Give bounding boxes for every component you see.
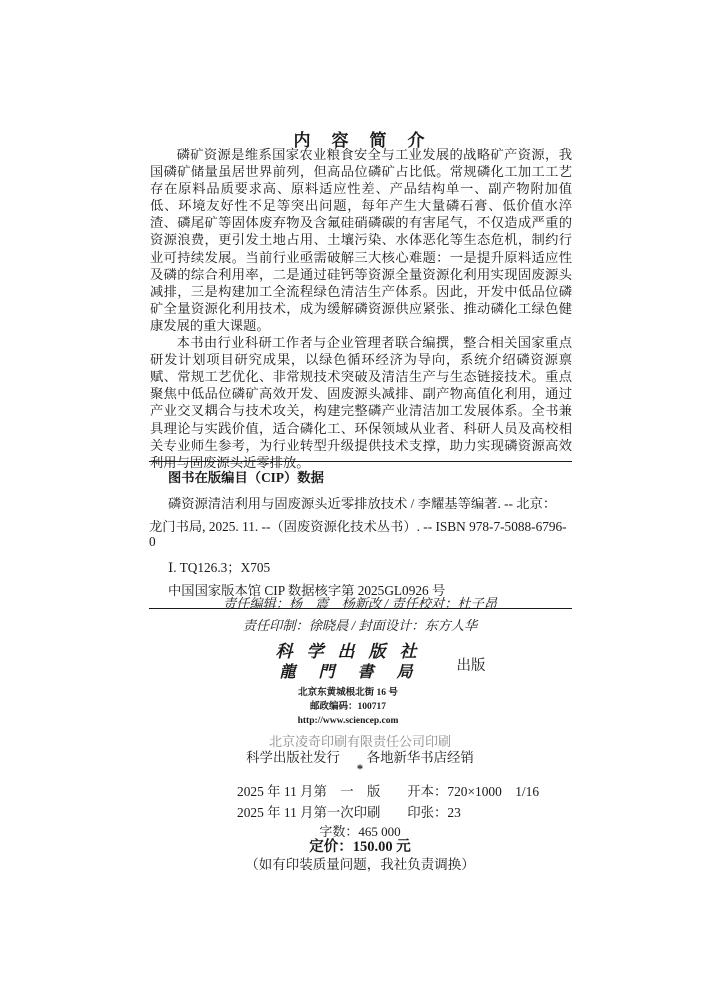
distribution-line: 科学出版社发行 各地新华书店经销 — [246, 750, 474, 765]
cip-entry-line-1: 磷资源清洁利用与固废源头近零排放技术 / 李耀基等编著. -- 北京： — [168, 496, 557, 511]
price-line: 定价：150.00 元 — [309, 839, 411, 855]
staff-credits — [0, 593, 720, 637]
credits-printing-design-line: 责任印制：徐晓晨 / 封面设计：东方人华 — [242, 618, 478, 633]
publisher-address-block — [0, 686, 708, 728]
word-count-line: 字数：465 000 — [319, 824, 401, 839]
star-separator: * — [356, 761, 364, 776]
page-title: 内 容 简 介 — [293, 131, 427, 151]
cip-title: 图书在版编目（CIP）数据 — [168, 470, 324, 485]
intro-paragraph-1: 磷矿资源是维系国家农业粮食安全与工业发展的战略矿产资源，我国磷矿储量虽居世界前列，但高品位磷矿占比低。常规磷化工加工工艺存在原料品质要求高、原料适应性差、产品结构单一、副产物附加值低、环境友好性不足等突出问题，每年产生大量磷石膏、低价值水淬渣、磷尾矿等固体废弃物及含氟硅硝磷碳的有害尾气，不仅造成严重的资源浪费，更引发土地占用、土壤污染、水体恶化等生态危机，制约行业可持续发展。当前行业亟需破解三大核心难题：一是提升原料适应性及磷的综合利用率，二是通过硅钙等资源全量资源化利用实现固废源头减排，三是构建加工全流程绿色清洁生产体系。因此，开发中低品位磷矿全量资源化利用技术，成为缓解磷资源供应紧张、推动磷化工绿色健康发展的重大课题。 — [150, 147, 572, 333]
cip-top-rule — [149, 461, 572, 462]
credits-editors-line: 责任编辑：杨 震 杨新改 / 责任校对：杜子昂 — [222, 596, 497, 611]
printer-name-line: 北京凌奇印刷有限责任公司印刷 — [268, 734, 451, 749]
publisher-street-address: 北京东黄城根北街 16 号 — [298, 688, 398, 698]
publisher-logo-longmen-books: 龍門書局 — [279, 664, 436, 681]
publisher-role-label: 出版 — [456, 658, 486, 674]
publisher-postcode: 邮政编码：100717 — [309, 702, 386, 712]
cip-block — [149, 461, 572, 609]
cip-record-number-line: 中国国家版本馆 CIP 数据核字第 2025GL0926 号 — [168, 583, 446, 598]
quality-notice-line: （如有印装质量问题，我社负责调换） — [245, 857, 475, 872]
edition-info-line: 2025 年 11 月第 一 版 开本：720×1000 1/16 — [237, 784, 540, 799]
publisher-block — [0, 641, 720, 728]
publisher-website: http://www.sciencep.com — [297, 716, 399, 726]
cip-entry-line-2: 龙门书局, 2025. 11. --（固废资源化技术丛书）. -- ISBN 978-7-5088-6796-0 — [149, 519, 567, 549]
cip-classification-line: Ⅰ. TQ126.3；X705 — [168, 560, 271, 575]
publisher-logo-science-press: 科学出版社 — [275, 642, 431, 661]
book-introduction — [150, 146, 572, 471]
impression-info-line: 2025 年 11 月第一次印刷 印张：23 — [237, 805, 461, 820]
publisher-logos — [256, 641, 486, 683]
intro-paragraph-2: 本书由行业科研工作者与企业管理者联合编撰，整合相关国家重点研发计划项目研究成果，以绿色循环经济为导向，系统介绍磷资源禀赋、常规工艺优化、非常规技术突破及清洁生产与生态链接技术。重点聚焦中低品位磷矿高效开发、固废源头减排、副产物高值化利用，通过产业交叉耦合与技术攻关，构建完整磷产业清洁加工发展体系。全书兼具理论与实践价值，适合磷化工、环保领域从业者、科研人员及高校相关专业师生参考，为行业转型升级提供技术支撑，助力实现磷资源高效利用与固废源头近零排放。 — [150, 335, 572, 470]
